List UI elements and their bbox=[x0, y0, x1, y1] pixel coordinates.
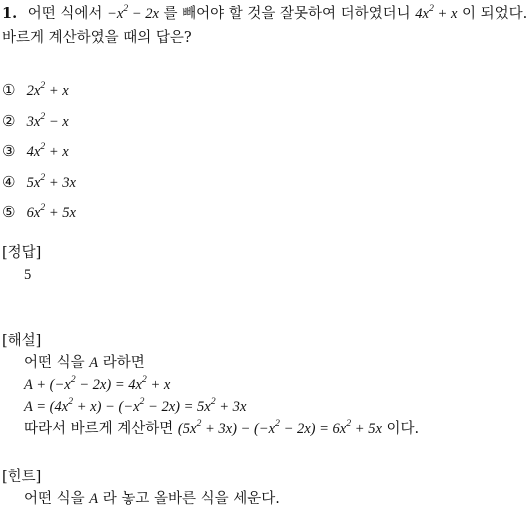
explanation-line-3: $A = (4x^2 + x) - (-x^2 - 2x) = 5x^2 + 3x$ bbox=[24, 396, 247, 415]
question-text-part3: 이 되었다. 바르게 계산하였을 때의 답은? bbox=[2, 6, 528, 46]
explanation-line-4 bbox=[2, 418, 419, 440]
choice-3[interactable] bbox=[2, 139, 76, 170]
choice-expression: $4x^2 + x$ bbox=[26, 141, 69, 160]
choice-expression: $5x^2 + 3x$ bbox=[26, 171, 76, 191]
choice-5[interactable] bbox=[2, 200, 76, 231]
question bbox=[2, 2, 530, 50]
choice-marker: ② bbox=[2, 111, 16, 130]
explanation-text: 이다. bbox=[386, 421, 420, 437]
hint-text: 라 놓고 올바른 식을 세운다. bbox=[102, 491, 280, 507]
choice-marker: ① bbox=[2, 81, 16, 99]
answer-section bbox=[2, 242, 41, 286]
explanation-line-1 bbox=[2, 352, 419, 374]
choice-expression: $6x^2 + 5x$ bbox=[26, 202, 76, 221]
variable-a: A bbox=[89, 491, 99, 507]
explanation-section bbox=[2, 330, 419, 440]
explanation-text: 따라서 바르게 계산하면 bbox=[24, 421, 174, 437]
choice-marker: ⑤ bbox=[2, 203, 16, 221]
choice-1[interactable] bbox=[2, 78, 76, 109]
variable-a: A bbox=[89, 355, 99, 371]
explanation-line-2: $A + (-x^2 - 2x) = 4x^2 + x$ bbox=[24, 374, 171, 393]
question-expression-result: $4x^2 + x$ bbox=[415, 3, 458, 22]
answer-heading: [정답] bbox=[2, 245, 42, 261]
choice-marker: ③ bbox=[2, 142, 16, 160]
question-text-part2: 를 빼어야 할 것을 잘못하여 더하였더니 bbox=[163, 6, 411, 22]
hint-section bbox=[2, 466, 280, 510]
choice-list bbox=[2, 78, 76, 231]
explanation-text: 어떤 식을 bbox=[24, 355, 85, 371]
explanation-heading: [해설] bbox=[2, 333, 42, 349]
choice-marker: ④ bbox=[2, 172, 16, 191]
answer-value: 5 bbox=[24, 267, 32, 283]
choice-expression: $3x^2 - x$ bbox=[26, 110, 69, 130]
explanation-text: 라하면 bbox=[102, 355, 145, 371]
hint-heading: [힌트] bbox=[2, 469, 42, 485]
choice-4[interactable] bbox=[2, 170, 76, 201]
question-number: 1. bbox=[2, 5, 18, 22]
choice-expression: $2x^2 + x$ bbox=[26, 80, 69, 99]
question-expression-subtract: $-x^2 - 2x$ bbox=[107, 3, 159, 22]
choice-2[interactable] bbox=[2, 109, 76, 140]
hint-text: 어떤 식을 bbox=[24, 491, 85, 507]
question-text-part1: 어떤 식에서 bbox=[27, 6, 103, 22]
hint-line bbox=[2, 488, 280, 510]
explanation-expression: $(5x^2 + 3x) - (-x^2 - 2x) = 6x^2 + 5x$ bbox=[177, 418, 382, 437]
